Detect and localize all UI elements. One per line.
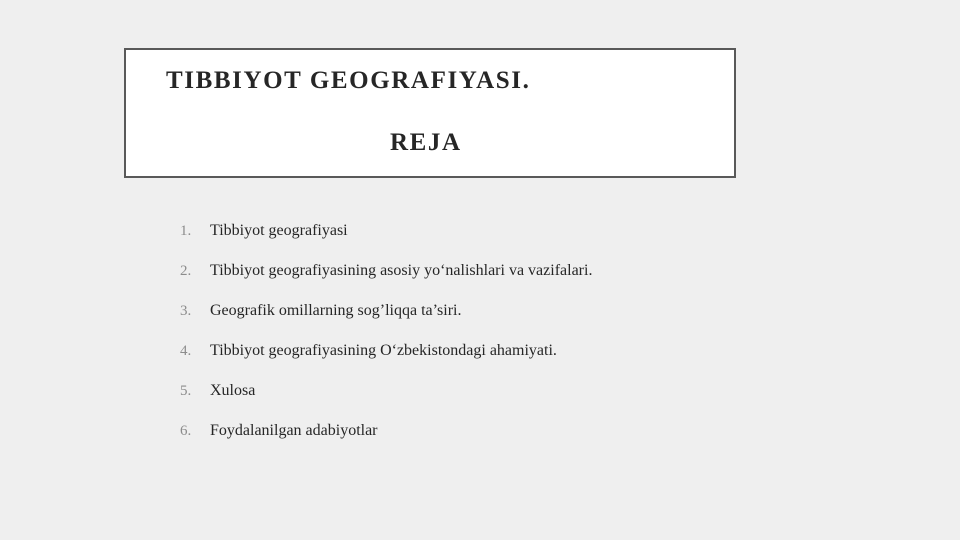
list-item-text: Tibbiyot geografiyasining O‘zbekistondagi ahamiyati. [210,342,557,359]
list-item [180,422,592,462]
list-item [180,222,592,262]
list-item-number: 6. [180,423,192,439]
list-item-text: Foydalanilgan adabiyotlar [210,422,378,439]
slide-title: TIBBIYOT GEOGRAFIYASI. [166,67,531,94]
list-item [180,342,592,382]
list-item-text: Xulosa [210,382,256,399]
list-item-text: Geografik omillarning sog’liqqa ta’siri. [210,302,462,319]
list-item-number: 4. [180,343,192,359]
list-item [180,382,592,422]
list-item [180,302,592,342]
list-item-text: Tibbiyot geografiyasining asosiy yo‘nalishlari va vazifalari. [210,262,593,279]
list-item-number: 5. [180,383,192,399]
plan-list [180,222,592,462]
list-item-number: 1. [180,223,192,239]
title-box [124,48,736,178]
list-item-number: 2. [180,263,192,279]
list-item-text: Tibbiyot geografiyasi [210,222,348,239]
list-item [180,262,592,302]
slide-subtitle: REJA [390,129,462,156]
list-item-number: 3. [180,303,192,319]
